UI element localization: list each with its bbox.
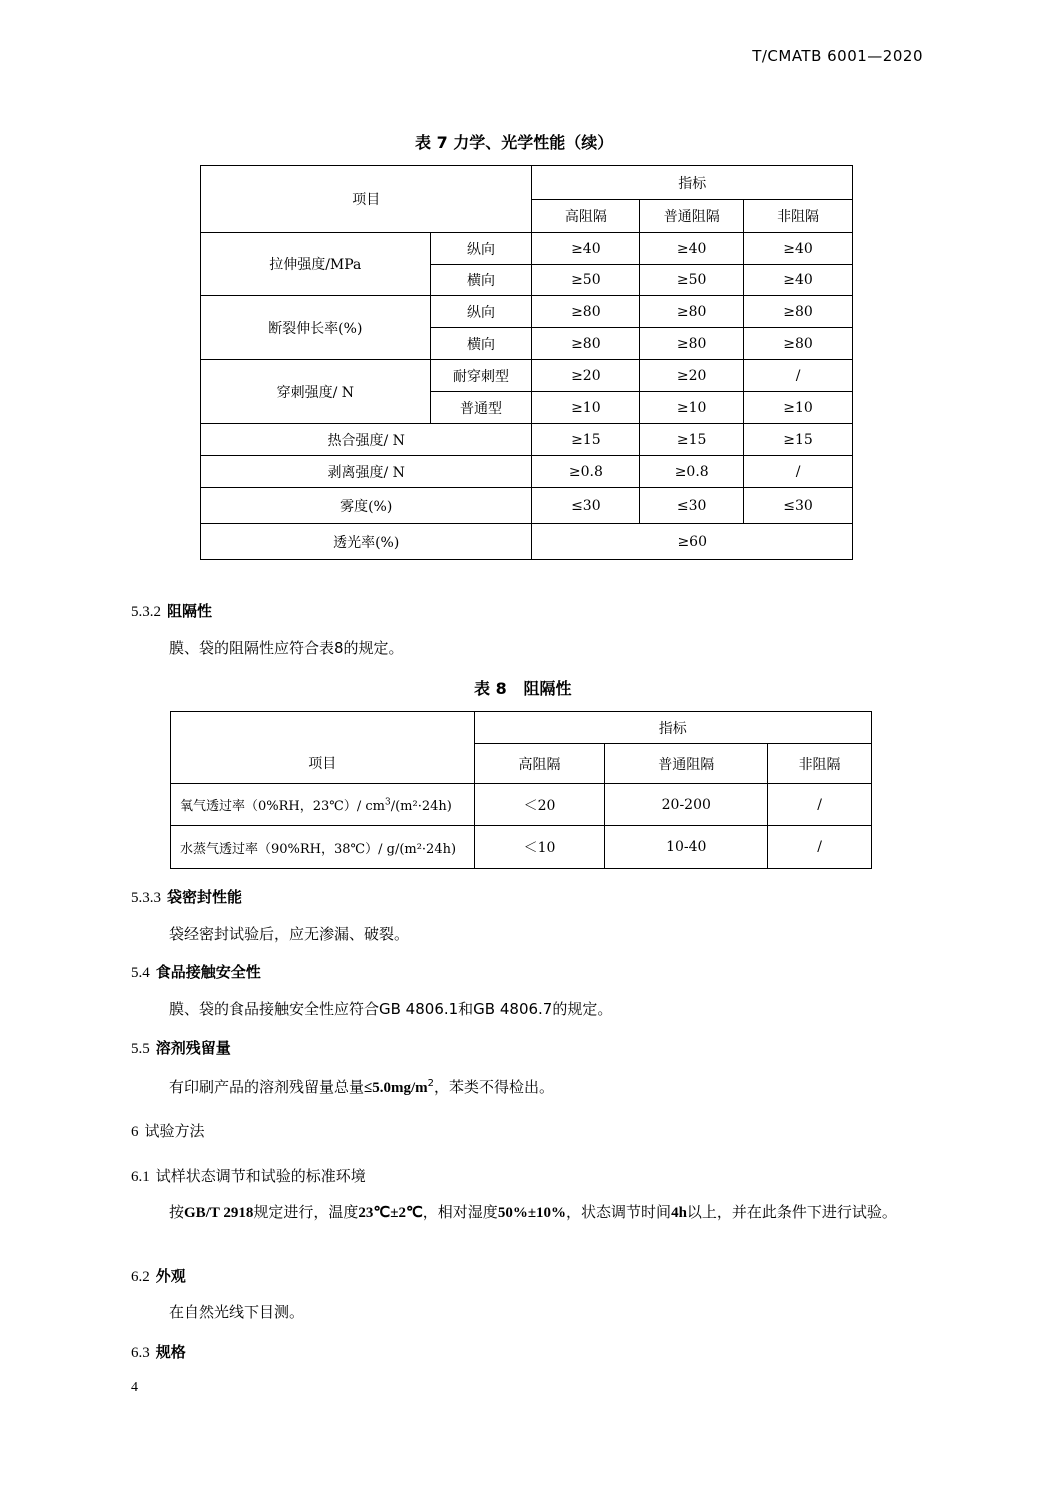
table7-col-none: 非阻隔	[744, 200, 853, 233]
table8-row-label-unit: /(m²·24h)	[390, 799, 452, 814]
table8-caption	[474, 676, 571, 699]
bold-value: GB/T 2918	[184, 1205, 254, 1221]
heading-title: 试验方法	[144, 1122, 205, 1140]
table7-sub-label: 横向	[430, 328, 532, 360]
paragraph-text: 有印刷产品的溶剂残留量总量	[169, 1078, 365, 1096]
table7-sub-label: 纵向	[430, 233, 532, 265]
table8-row-label	[171, 826, 475, 869]
table7-cell: ≥10	[640, 392, 744, 424]
table8-cell: /	[768, 826, 872, 869]
paragraph-text: 按	[169, 1203, 185, 1221]
table8-cell: 20-200	[605, 784, 768, 826]
paragraph: 膜、袋的食品接触安全性应符合GB 4806.1和GB 4806.7的规定。	[169, 1000, 613, 1018]
heading-number: 6.2	[131, 1269, 150, 1285]
table8-row-label-text: 氧气透过率（0%RH，23℃）/ cm	[180, 799, 385, 814]
bold-value: 23℃±2℃	[358, 1205, 423, 1221]
heading-number: 6.1	[131, 1169, 150, 1185]
table7-caption	[415, 130, 613, 153]
heading-5-3-2	[131, 600, 212, 621]
table8-cell: 10-40	[605, 826, 768, 869]
table7-cell: ≥0.8	[532, 456, 640, 488]
table7-sub-label: 耐穿刺型	[430, 360, 532, 392]
table7-header-indicator: 指标	[532, 166, 853, 200]
table7-cell: ≤30	[640, 488, 744, 524]
bold-value: 4h	[671, 1205, 687, 1221]
table7-col-high: 高阻隔	[532, 200, 640, 233]
table7-sub-label: 纵向	[430, 296, 532, 328]
table7-caption-title: 力学、光学性能（续）	[453, 133, 614, 152]
table7-row-label: 雾度(%)	[201, 488, 532, 524]
table7-cell: ≥80	[640, 296, 744, 328]
table7-cell: ≤30	[744, 488, 853, 524]
heading-6	[131, 1120, 205, 1141]
table8-caption-title: 阻隔性	[523, 679, 572, 698]
heading-number: 5.3.3	[131, 890, 161, 906]
table8-cell: /	[768, 784, 872, 826]
table7-cell: ≥80	[532, 328, 640, 360]
table7-cell: ≥10	[532, 392, 640, 424]
table7-row-label: 穿刺强度/ N	[201, 360, 431, 424]
heading-6-1	[131, 1165, 366, 1186]
table7-header-item: 项目	[201, 166, 532, 233]
heading-6-2	[131, 1265, 186, 1286]
heading-number: 5.3.2	[131, 604, 161, 620]
table8-cell: ＜10	[474, 826, 605, 869]
table7-cell: ≥40	[744, 233, 853, 265]
table7-cell: ≥80	[640, 328, 744, 360]
table7-cell: ≥40	[640, 233, 744, 265]
heading-title: 阻隔性	[167, 602, 213, 620]
table7-row-label: 热合强度/ N	[201, 424, 532, 456]
heading-number: 6	[131, 1124, 139, 1140]
superscript: 2	[427, 1078, 435, 1089]
heading-title: 外观	[155, 1267, 186, 1285]
paragraph	[131, 1197, 921, 1228]
heading-number: 5.4	[131, 965, 150, 981]
superscript: 3	[384, 797, 391, 808]
paragraph-text: 规定进行，温度	[253, 1203, 359, 1221]
table7-cell: ≥50	[532, 265, 640, 296]
paragraph-text: 以上，并在此条件下进行试验。	[686, 1203, 897, 1221]
table7-cell: ≥40	[744, 265, 853, 296]
table7-cell: ≥20	[532, 360, 640, 392]
paragraph: 在自然光线下目测。	[169, 1303, 305, 1321]
table7-cell: ≤30	[532, 488, 640, 524]
paragraph	[131, 1069, 921, 1103]
table7-cell: ≥10	[744, 392, 853, 424]
paragraph-text: ，相对湿度	[422, 1203, 498, 1221]
table8-col-normal: 普通阻隔	[605, 744, 768, 784]
heading-6-3	[131, 1341, 186, 1362]
table8-header-item: 项目	[171, 712, 475, 784]
table7-cell: ≥40	[532, 233, 640, 265]
paragraph: 膜、袋的阻隔性应符合表8的规定。	[169, 639, 404, 657]
table7-cell: ≥15	[744, 424, 853, 456]
heading-title: 食品接触安全性	[155, 963, 261, 981]
table7-caption-num: 表 7	[415, 133, 448, 152]
table7-cell: ≥80	[744, 328, 853, 360]
table7-cell: ≥50	[640, 265, 744, 296]
heading-title: 规格	[155, 1343, 186, 1361]
table7-cell: ≥20	[640, 360, 744, 392]
table7-cell: ≥60	[532, 524, 853, 560]
table7-sub-label: 普通型	[430, 392, 532, 424]
heading-5-3-3	[131, 886, 242, 907]
heading-number: 5.5	[131, 1041, 150, 1057]
heading-5-4	[131, 961, 261, 982]
table7-cell: ≥15	[640, 424, 744, 456]
page-number: 4	[131, 1380, 138, 1395]
paragraph-text: ，苯类不得检出。	[434, 1078, 555, 1096]
table7-row-label: 断裂伸长率(%)	[201, 296, 431, 360]
table8-caption-num: 表 8	[474, 679, 507, 698]
heading-number: 6.3	[131, 1345, 150, 1361]
table7-col-normal: 普通阻隔	[640, 200, 744, 233]
heading-title: 试样状态调节和试验的标准环境	[155, 1167, 366, 1185]
table7-cell: ≥15	[532, 424, 640, 456]
standard-number: T/CMATB 6001—2020	[752, 47, 923, 65]
table7-cell: ≥0.8	[640, 456, 744, 488]
table8-col-none: 非阻隔	[768, 744, 872, 784]
table7-cell: ≥80	[532, 296, 640, 328]
table8-row-label	[171, 784, 475, 826]
table7-cell: /	[744, 360, 853, 392]
bold-value: 50%±10%	[497, 1205, 567, 1221]
table8-row-label-text: 水蒸气透过率（90%RH，38℃）/ g/(m²·24h)	[180, 841, 457, 857]
table7-row-label: 剥离强度/ N	[201, 456, 532, 488]
table7-cell: /	[744, 456, 853, 488]
table8-col-high: 高阻隔	[474, 744, 605, 784]
heading-title: 溶剂残留量	[155, 1039, 231, 1057]
heading-title: 袋密封性能	[167, 888, 243, 906]
paragraph: 袋经密封试验后，应无渗漏、破裂。	[169, 925, 410, 943]
heading-5-5	[131, 1037, 231, 1058]
table8-header-indicator: 指标	[474, 712, 871, 744]
table8	[170, 711, 872, 869]
bold-value: ≤5.0mg/m	[364, 1080, 428, 1096]
table7-sub-label: 横向	[430, 265, 532, 296]
paragraph-text: ，状态调节时间	[566, 1203, 672, 1221]
table7	[200, 165, 853, 560]
table7-cell: ≥80	[744, 296, 853, 328]
table7-row-label: 透光率(%)	[201, 524, 532, 560]
table7-row-label: 拉伸强度/MPa	[201, 233, 431, 296]
table8-cell: ＜20	[474, 784, 605, 826]
